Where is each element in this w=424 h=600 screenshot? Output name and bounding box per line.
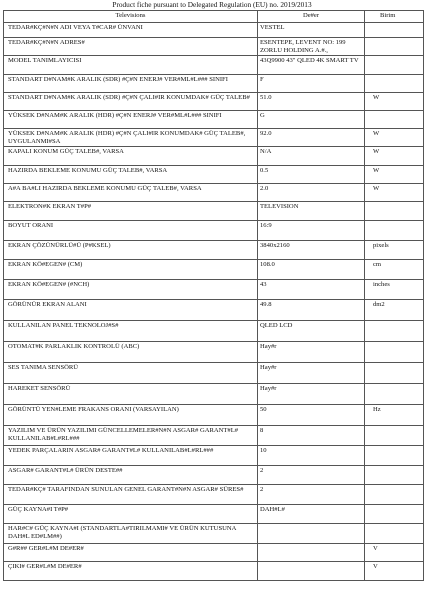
table-row [4,405,424,426]
row-unit: Hz [365,405,424,426]
row-value: 2.0 [258,184,365,202]
row-value: 8 [258,426,365,446]
row-label: TEDAR#KÇ#N#N ADRES# [4,38,258,56]
product-fiche-table [3,10,424,581]
row-label: ASGAR# GARANT#L# ÜRÜN DESTE## [4,466,258,485]
row-value: 51.0 [258,93,365,111]
row-label: YÜKSEK D#NAM#K ARALIK (HDR) #Ç#N ÇALI#IR KONUMDAK# GÜÇ TALEB#, UYGULANMI#SA [4,129,258,147]
row-value: QLED LCD [258,321,365,342]
row-label: YAZILIM VE ÜRÜN YAZILIMI GÜNCELLEMELER#N#N ASGAR# GARANT#L# KULLANILAB#L#RL### [4,426,258,446]
table-row [4,485,424,505]
table-row [4,129,424,147]
row-value: N/A [258,147,365,166]
table-row [4,166,424,184]
row-label: GÖRÜNTÜ YEN#LEME FRAKANS ORANI (VARSAYILAN) [4,405,258,426]
column-header-value: De#er [258,11,365,23]
table-header-row [4,11,424,23]
table-row [4,505,424,524]
table-row [4,202,424,221]
row-value: 0.5 [258,166,365,184]
row-label: TEDAR#KÇ# TARAFINDAN SUNULAN GENEL GARANT#N#N ASGAR# SÜRES# [4,485,258,505]
row-unit [365,23,424,38]
row-value: 10 [258,446,365,466]
row-value [258,544,365,562]
row-unit [365,466,424,485]
row-label: SES TANIMA SENSÖRÜ [4,363,258,384]
row-label: STANDART D#NAM#K ARALIK (SDR) #Ç#N ÇALI#IR KONUMDAK# GÜÇ TALEB# [4,93,258,111]
table-body [4,23,424,581]
row-value: 2 [258,485,365,505]
table-row [4,23,424,38]
row-unit: dm2 [365,300,424,321]
table-row [4,147,424,166]
row-value: 2 [258,466,365,485]
row-label: TEDAR#KÇ#N#N ADI VEYA T#CAR# ÜNVANI [4,23,258,38]
row-unit [365,426,424,446]
row-value: 43 [258,280,365,300]
table-row [4,466,424,485]
table-row [4,562,424,581]
row-unit: W [365,166,424,184]
row-label: HAR#C# GÜÇ KAYNA#I (STANDARTLA#TIRILMAMI# VE ÜRÜN KUTUSUNA DAH#L ED#LM##) [4,524,258,544]
row-unit [365,505,424,524]
table-row [4,93,424,111]
row-unit [365,56,424,75]
row-label: EKRAN ÇÖZÜNÜRLÜ#Ü (P#KSEL) [4,241,258,260]
row-value: 108.0 [258,260,365,280]
row-value [258,524,365,544]
row-label: MODEL TANIMLAYICISI [4,56,258,75]
table-row [4,260,424,280]
row-unit: pixels [365,241,424,260]
table-row [4,300,424,321]
row-label: G#R## GER#L#M DE#ER# [4,544,258,562]
row-unit: V [365,562,424,581]
page-title: Product fiche pursuant to Delegated Regulation (EU) no. 2019/2013 [112,0,312,9]
table-row [4,75,424,93]
table-row [4,384,424,405]
row-label: STANDART D#NAM#K ARALIK (SDR) #Ç#N ENERJ# VER#ML#L### SINIFI [4,75,258,93]
row-unit [365,321,424,342]
row-label: YEDEK PARÇALARIN ASGAR# GARANT#L# KULLANILAB#L#RL### [4,446,258,466]
row-unit [365,75,424,93]
row-unit [365,38,424,56]
table-row [4,524,424,544]
row-unit [365,111,424,129]
table-row [4,56,424,75]
row-label: YÜKSEK D#NAM#K ARALIK (HDR) #Ç#N ENERJ# VER#ML#L### SINIFI [4,111,258,129]
row-value: DAH#L# [258,505,365,524]
row-label: KAPALI KONUM GÜÇ TALEB#, VARSA [4,147,258,166]
row-label: ELEKTRON#K EKRAN T#P# [4,202,258,221]
row-value: G [258,111,365,129]
row-unit: cm [365,260,424,280]
table-row [4,280,424,300]
row-unit: W [365,147,424,166]
row-label: GÖRÜNÜR EKRAN ALANI [4,300,258,321]
row-label: HAREKET SENSÖRÜ [4,384,258,405]
row-label: EKRAN KÖ#EGEN# (CM) [4,260,258,280]
table-row [4,544,424,562]
row-unit: W [365,184,424,202]
column-header-parameter: Televisions [4,11,258,23]
row-unit: W [365,93,424,111]
row-unit [365,221,424,241]
table-row [4,446,424,466]
row-value: 92.0 [258,129,365,147]
row-value: 49.8 [258,300,365,321]
row-value: 3840x2160 [258,241,365,260]
row-label: KULLANILAN PANEL TEKNOLOJ#S# [4,321,258,342]
row-unit [365,446,424,466]
row-value: TELEVISION [258,202,365,221]
table-row [4,426,424,446]
row-unit [365,202,424,221]
table-row [4,221,424,241]
table-row [4,38,424,56]
row-unit [365,363,424,384]
row-value [258,562,365,581]
row-label: HAZIRDA BEKLEME KONUMU GÜÇ TALEB#, VARSA [4,166,258,184]
row-unit [365,485,424,505]
row-unit [365,342,424,363]
row-value: 50 [258,405,365,426]
row-unit: W [365,129,424,147]
row-value: 16:9 [258,221,365,241]
table-row [4,363,424,384]
row-value: F [258,75,365,93]
row-value: Hay#r [258,342,365,363]
row-label: ÇIKI# GER#L#M DE#ER# [4,562,258,581]
column-header-unit: Birim [365,11,424,23]
row-value: Hay#r [258,363,365,384]
table-row [4,184,424,202]
row-value: VESTEL [258,23,365,38]
row-value: Hay#r [258,384,365,405]
row-unit [365,384,424,405]
row-unit [365,524,424,544]
row-label: A#A BA#LI HAZIRDA BEKLEME KONUMU GÜÇ TALEB#, VARSA [4,184,258,202]
row-label: EKRAN KÖ#EGEN# (#NCH) [4,280,258,300]
table-row [4,321,424,342]
table-row [4,241,424,260]
row-value: 43Q9900 43" QLED 4K SMART TV [258,56,365,75]
table-row [4,111,424,129]
row-unit: V [365,544,424,562]
row-label: GÜÇ KAYNA#I T#P# [4,505,258,524]
row-unit: inches [365,280,424,300]
row-label: OTOMAT#K PARLAKLIK KONTROLÜ (ABC) [4,342,258,363]
table-row [4,342,424,363]
row-label: BOYUT ORANI [4,221,258,241]
row-value: ESENTEPE, LEVENT NO: 199 ZORLU HOLDING A.#., [258,38,365,56]
